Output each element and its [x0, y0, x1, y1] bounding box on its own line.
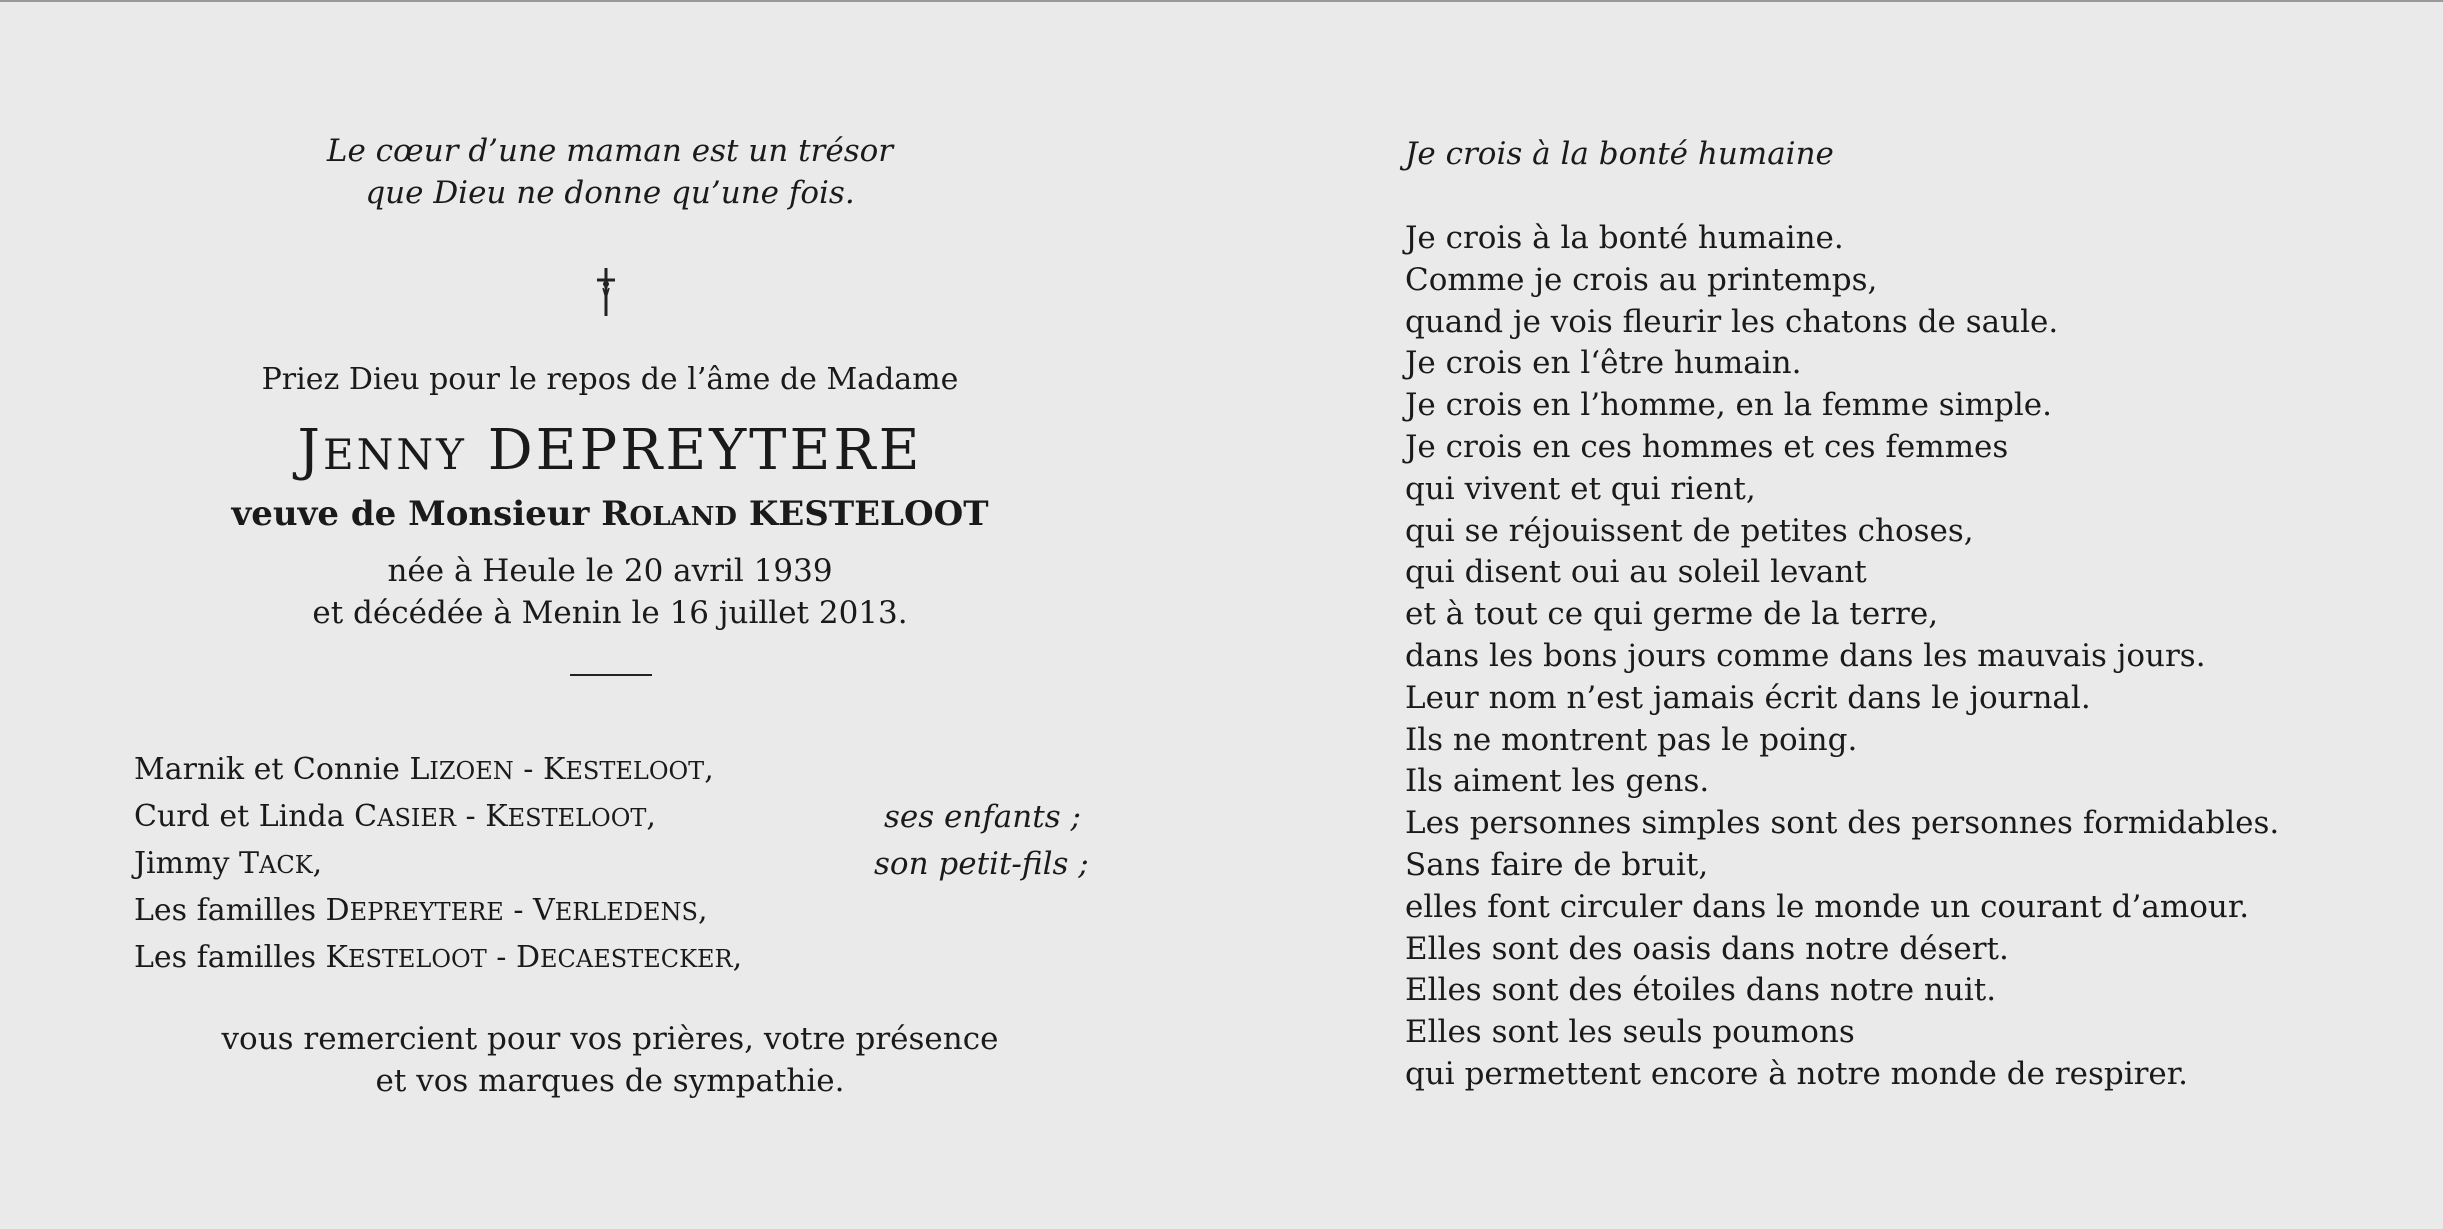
family-surname2-rest: ECAESTECKER — [540, 945, 733, 973]
family-end: , — [312, 846, 323, 881]
role-children: ses enfants ; — [884, 799, 1081, 835]
last-name: DEPREYTERE — [487, 418, 923, 483]
thanks-message — [200, 1018, 1020, 1102]
family-end: , — [732, 940, 743, 975]
poem-line: dans les bons jours comme dans les mauvais jours. — [1405, 637, 2206, 674]
poem-line: elles font circuler dans le monde un courant d’amour. — [1405, 888, 2250, 925]
widow-of-line — [150, 494, 1070, 534]
family-line — [134, 752, 714, 787]
poem-line: Je crois en ces hommes et ces femmes — [1405, 428, 2009, 465]
quote-line-1: Le cœur d’une maman est un trésor — [326, 133, 894, 169]
family-surname-initial: L — [409, 752, 430, 787]
spouse-last-name: KESTELOOT — [748, 494, 989, 534]
deceased-name — [150, 418, 1070, 483]
opening-quote — [280, 130, 940, 214]
poem-line: Sans faire de bruit, — [1405, 846, 1709, 883]
family-line — [134, 799, 656, 834]
family-given: Jimmy — [134, 846, 239, 881]
quote-line-2: que Dieu ne donne qu’une fois. — [365, 175, 855, 211]
family-surname2-initial: D — [515, 940, 541, 975]
thanks-line-2: et vos marques de sympathie. — [375, 1063, 845, 1099]
family-surname2-rest: ESTELOOT — [507, 804, 647, 832]
family-given: Les familles — [134, 893, 326, 928]
family-surname2-rest: ESTELOOT — [565, 757, 705, 785]
family-surname2-initial: K — [485, 799, 508, 834]
family-surname-initial: K — [325, 940, 348, 975]
family-surname-initial: T — [239, 846, 260, 881]
poem-line: Elles sont des étoiles dans notre nuit. — [1405, 972, 1997, 1009]
family-given: Curd et Linda — [134, 799, 355, 834]
poem-line: qui disent oui au soleil levant — [1405, 554, 1867, 591]
family-surname-initial: D — [325, 893, 350, 928]
family-given: Marnik et Connie — [134, 752, 410, 787]
family-given: Les familles — [134, 940, 326, 975]
spouse-first-rest: OLAND — [629, 502, 737, 532]
family-surname-rest: ACK — [259, 851, 313, 879]
widow-prefix: veuve de Monsieur — [231, 494, 602, 534]
poem-line: et à tout ce qui germe de la terre, — [1405, 596, 1939, 633]
poem-line: Elles sont les seuls poumons — [1405, 1014, 1855, 1051]
family-line — [134, 846, 322, 881]
first-name-initial: J — [297, 418, 323, 483]
poem-line: Je crois en l’homme, en la femme simple. — [1405, 387, 2052, 424]
family-surname-initial: C — [354, 799, 378, 834]
family-surname2-initial: K — [542, 752, 566, 787]
role-grandson: son petit-fils ; — [874, 846, 1089, 882]
family-surname-rest: ESTELOOT — [347, 945, 487, 973]
birth-line: née à Heule le 20 avril 1939 — [387, 553, 833, 589]
poem-title: Je crois à la bonté humaine — [1405, 136, 1834, 172]
death-line: et décédée à Menin le 16 juillet 2013. — [312, 595, 908, 631]
family-end: , — [646, 799, 656, 834]
birth-death-dates — [200, 550, 1020, 634]
family-separator: - — [455, 799, 486, 834]
first-name-rest: ENNY — [323, 430, 467, 479]
family-surname-rest: ASIER — [377, 804, 456, 832]
poem-line: qui vivent et qui rient, — [1405, 470, 1756, 507]
poem-line: Je crois en l‘être humain. — [1405, 345, 1802, 382]
poem-line: Comme je crois au printemps, — [1405, 261, 1878, 298]
family-surname2-initial: V — [533, 893, 555, 928]
family-end: , — [704, 752, 714, 787]
family-separator: - — [513, 752, 543, 787]
thanks-line-1: vous remercient pour vos prières, votre présence — [221, 1021, 999, 1057]
family-separator: - — [503, 893, 534, 928]
family-surname-rest: EPREYTERE — [349, 898, 504, 926]
poem-line: qui se réjouissent de petites choses, — [1405, 512, 1974, 549]
family-surname2-rest: ERLEDENS — [554, 898, 698, 926]
family-surname-rest: IZOEN — [429, 757, 514, 785]
poem-line: Ils ne montrent pas le poing. — [1405, 721, 1858, 758]
poem-line: Les personnes simples sont des personnes formidables. — [1405, 805, 2280, 842]
spouse-first-initial: R — [601, 494, 630, 534]
family-separator: - — [486, 940, 516, 975]
poem-line: Elles sont des oasis dans notre désert. — [1405, 930, 2009, 967]
family-line — [134, 940, 742, 975]
prayer-request: Priez Dieu pour le repos de l’âme de Madame — [261, 362, 959, 397]
poem-line: Ils aiment les gens. — [1405, 763, 1710, 800]
family-line — [134, 893, 707, 928]
crucifix-icon — [594, 266, 618, 318]
poem-line: Je crois à la bonté humaine. — [1405, 220, 1844, 256]
family-end: , — [697, 893, 708, 928]
poem-line: Leur nom n’est jamais écrit dans le journal. — [1405, 679, 2091, 716]
poem-line: qui permettent encore à notre monde de respirer. — [1405, 1055, 2189, 1092]
poem-line: quand je vois fleurir les chatons de saule. — [1405, 303, 2059, 340]
divider — [570, 674, 652, 676]
poem-text — [1405, 218, 2279, 1096]
